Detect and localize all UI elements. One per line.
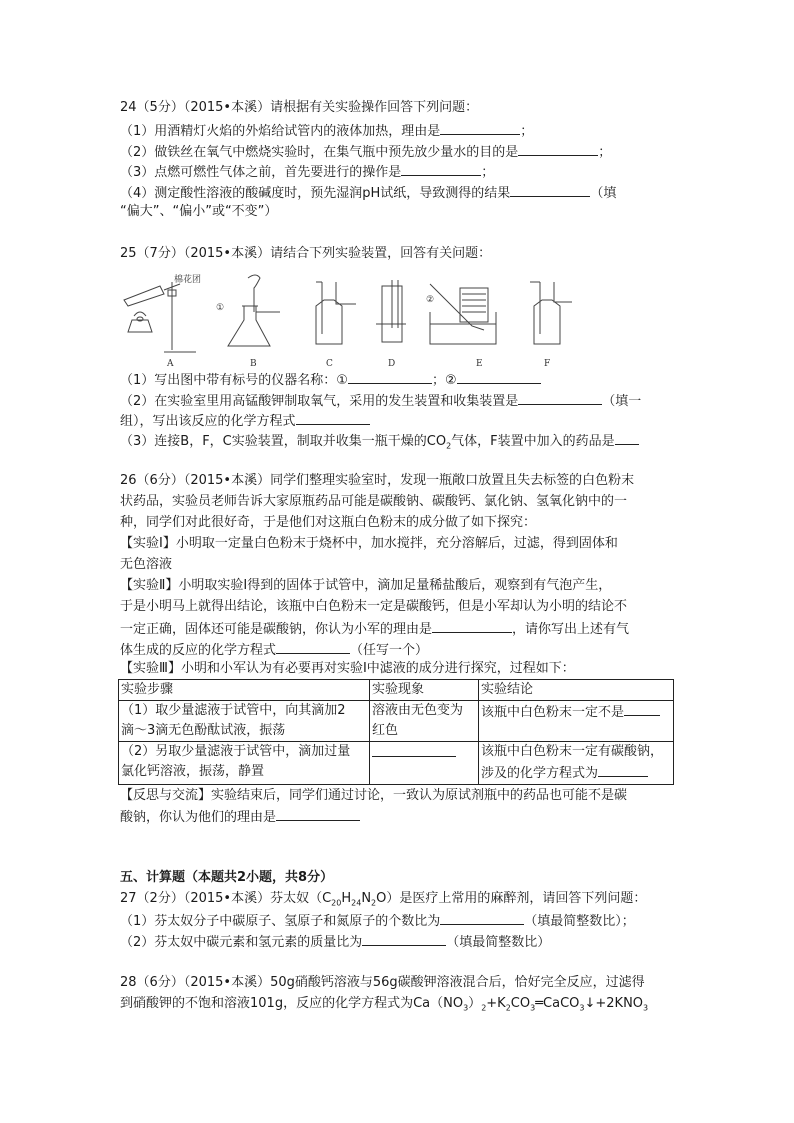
answer-blank[interactable]	[518, 141, 598, 156]
answer-blank[interactable]	[615, 430, 639, 445]
q26-header: 26（6分）（2015•本溪）同学们整理实验室时，发现一瓶敞口放置且失去标签的白色粉末	[120, 473, 635, 488]
apparatus-c	[316, 282, 356, 344]
table-cell: 该瓶中白色粉末一定不是	[479, 701, 674, 742]
table-cell: 该瓶中白色粉末一定有碳酸钠， 涉及的化学方程式为	[479, 742, 674, 785]
table-row	[119, 701, 674, 742]
q25-header: 25（7分）（2015•本溪）请结合下列实验装置，回答有关问题：	[120, 246, 492, 261]
q25-line2: （2）在实验室里用高锰酸钾制取氧气，采用的发生装置和收集装置是 （填一	[120, 390, 641, 412]
answer-blank[interactable]	[510, 182, 590, 197]
label-f: F	[544, 359, 551, 369]
apparatus-a	[124, 282, 196, 352]
q26-line9: 体生成的反应的化学方程式 （任写一个）	[120, 639, 428, 661]
answer-blank[interactable]	[457, 369, 541, 384]
table-cell: （1）取少量滤液于试管中，向其滴加2 滴～3滴无色酚酞试液，振荡	[119, 701, 370, 742]
q26-line10: 【实验Ⅲ】小明和小军认为有必要再对实验Ⅰ中滤液的成分进行探究，过程如下：	[120, 661, 575, 676]
answer-blank[interactable]	[362, 931, 446, 946]
q25-line3: 组），写出该反应的化学方程式	[120, 410, 370, 432]
section-title: 五、计算题（本题共2小题，共8分）	[120, 870, 334, 885]
q24-line2: （2）做铁丝在氧气中燃烧实验时，在集气瓶中预先放少量水的目的是 ；	[120, 141, 611, 163]
table-cell: 溶液由无色变为 红色	[370, 701, 479, 742]
label-a: A	[167, 359, 174, 369]
table-header: 实验现象	[370, 680, 479, 701]
table-header: 实验结论	[479, 680, 674, 701]
q26-line7: 于是小明马上就得出结论，该瓶中白色粉末一定是碳酸钙，但是小军却认为小明的结论不	[120, 599, 628, 614]
q28-line1: 28（6分）（2015•本溪）50g硝酸钙溶液与56g碳酸钾溶液混合后，恰好完全反应，过滤得	[120, 975, 645, 990]
answer-blank[interactable]	[598, 762, 648, 777]
answer-blank[interactable]	[372, 742, 456, 757]
answer-blank[interactable]	[348, 369, 432, 384]
answer-blank[interactable]	[276, 806, 360, 821]
answer-blank[interactable]	[432, 618, 512, 633]
q27-line1: （1）芬太奴分子中碳原子、氢原子和氮原子的个数比为 （填最简整数比）；	[120, 910, 635, 932]
q26-line4: 【实验Ⅰ】小明取一定量白色粉末于烧杯中，加水搅拌，充分溶解后，过滤，得到固体和	[120, 536, 618, 551]
apparatus-d	[376, 280, 406, 342]
label-e: E	[476, 359, 483, 369]
label-b: B	[250, 359, 257, 369]
q26-line2: 状药品，实验员老师告诉大家原瓶药品可能是碳酸钠、碳酸钙、氯化钠、氢氧化钠中的一	[120, 494, 628, 509]
q24-line1: （1）用酒精灯火焰的外焰给试管内的液体加热，理由是 ；	[120, 120, 533, 142]
q26-line3: 种，同学们对此很好奇，于是他们对这瓶白色粉末的成分做了如下探究：	[120, 515, 537, 530]
answer-blank[interactable]	[296, 410, 370, 425]
apparatus-e	[430, 284, 496, 344]
cotton-label: 棉花团	[174, 275, 202, 285]
q26-reflection-1: 【反思与交流】实验结束后，同学们通过讨论，一致认为原试剂瓶中的药品也可能不是碳	[120, 788, 628, 803]
table-cell	[370, 742, 479, 785]
q27-header: 27（2分）（2015•本溪）芬太奴$(C_{20}H_{24}N_2O)$是医疗上常用的麻醉剂，请回答下列问题：	[120, 891, 647, 908]
answer-blank[interactable]	[440, 120, 520, 135]
q28-line2: 到硝酸钾的不饱和溶液101g，反应的化学方程式为$Ca(NO_3)_2+K_2CO_3═CaCO_3↓+2KNO_3$	[120, 996, 649, 1013]
q24-line4: （4）测定酸性溶液的酸碱度时，预先湿润pH试纸，导致测得的结果 （填	[120, 182, 616, 204]
apparatus-b	[228, 275, 280, 346]
q24-header: 24（5分）（2015•本溪）请根据有关实验操作回答下列问题：	[120, 100, 479, 115]
q27-line2: （2）芬太奴中碳元素和氢元素的质量比为 （填最简整数比）	[120, 931, 550, 953]
mark-1: ①	[216, 303, 225, 313]
label-d: D	[388, 359, 396, 369]
table-header-row	[119, 680, 674, 701]
q26-line6: 【实验Ⅱ】小明取实验Ⅰ得到的固体于试管中，滴加足量稀盐酸后，观察到有气泡产生，	[120, 578, 612, 593]
q26-reflection-2: 酸钠，你认为他们的理由是	[120, 806, 360, 828]
q24-line3: （3）点燃可燃性气体之前，首先要进行的操作是 ；	[120, 161, 494, 183]
q26-line8: 一定正确，固体还可能是碳酸钠，你认为小军的理由是 ，请你写出上述有气	[120, 618, 629, 640]
answer-blank[interactable]	[518, 390, 602, 405]
answer-blank[interactable]	[624, 701, 660, 716]
q26-line5: 无色溶液	[120, 557, 173, 572]
mark-2: ②	[426, 295, 435, 305]
lab-apparatus-figure	[120, 272, 580, 372]
answer-blank[interactable]	[276, 639, 350, 654]
q25-line4: （3）连接B，F，C实验装置，制取并收集一瓶干燥的$CO_2$气体，F装置中加入的药品是	[120, 430, 639, 457]
table-cell: （2）另取少量滤液于试管中，滴加过量 氯化钙溶液，振荡，静置	[119, 742, 370, 785]
answer-blank[interactable]	[440, 910, 524, 925]
apparatus-f	[530, 282, 572, 344]
table-header: 实验步骤	[119, 680, 370, 701]
q24-line5: “偏大”、“偏小”或“不变”）	[120, 204, 278, 219]
table-row	[119, 742, 674, 785]
experiment-table	[118, 679, 674, 785]
q25-line1: （1）写出图中带有标号的仪器名称：① ；②	[120, 369, 541, 391]
label-c: C	[326, 359, 333, 369]
answer-blank[interactable]	[401, 161, 481, 176]
